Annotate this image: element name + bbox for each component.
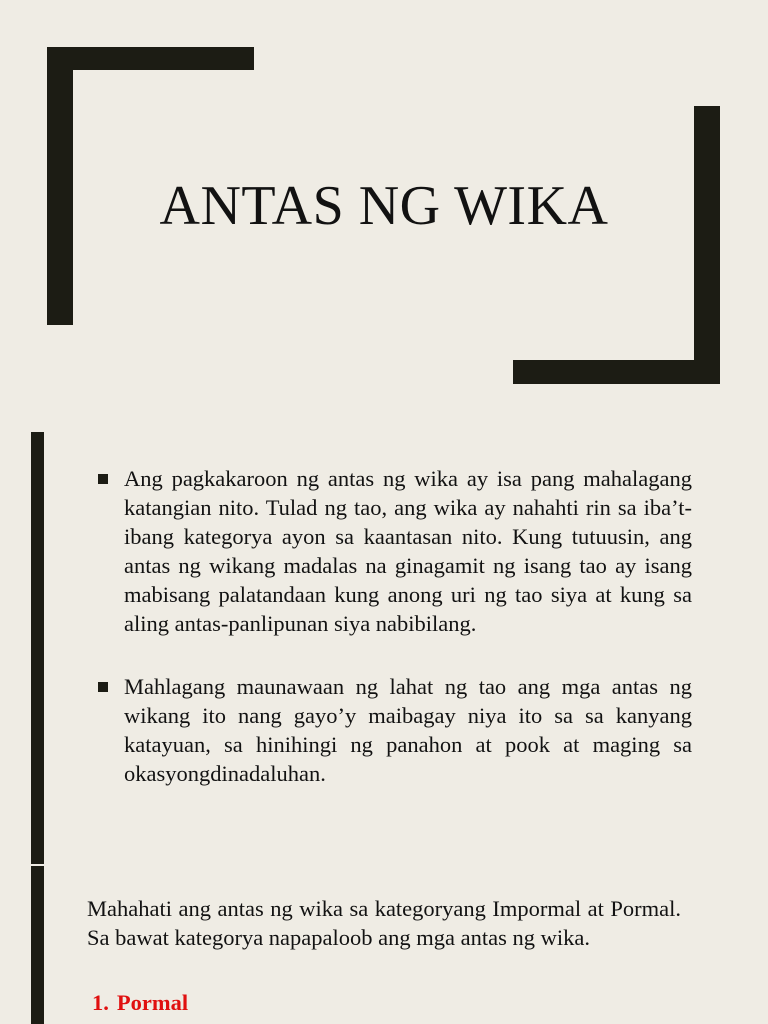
title-slide	[0, 0, 768, 410]
slide3-accent-bar	[31, 866, 44, 1024]
square-bullet-icon	[98, 682, 108, 692]
slide-title: ANTAS NG WIKA	[159, 175, 609, 237]
bullet-text: Ang pagkakaroon ng antas ng wika ay isa pang mahalagang katangian nito. Tulad ng tao, ang wika ay nahahti rin sa iba’t-ibang kategorya ayon sa kaantasan nito. Kung tutuusin, ang antas ng wikang madalas na ginagamit ng isang tao ay isang mabisang palatandaan kung anong uri ng tao siya at kung sa aling antas-panlipunan siya nabibilang.	[124, 466, 692, 636]
list-number: 1.	[92, 990, 109, 1015]
frame-top-left-horizontal	[47, 47, 254, 70]
slide2-accent-bar	[31, 432, 44, 864]
bullet-text: Mahlagang maunawaan ng lahat ng tao ang mga antas ng wikang ito nang gayo’y maibagay niya ito sa sa kanyang katayuan, sa hinihingi ng panahon at pook at maging sa okasyongdinadaluhan.	[124, 674, 692, 786]
bullet-list	[98, 464, 692, 788]
list-label: Pormal	[116, 990, 189, 1015]
bullet-item	[98, 672, 692, 788]
categories-intro: Mahahati ang antas ng wika sa kategoryang Impormal at Pormal. Sa bawat kategorya napapaloob ang mga antas ng wika.	[87, 896, 681, 950]
frame-bottom-right-vertical	[694, 106, 720, 384]
square-bullet-icon	[98, 474, 108, 484]
bullet-item	[98, 464, 692, 638]
numbered-item-pormal	[92, 988, 188, 1017]
frame-bottom-right-horizontal	[513, 360, 720, 384]
